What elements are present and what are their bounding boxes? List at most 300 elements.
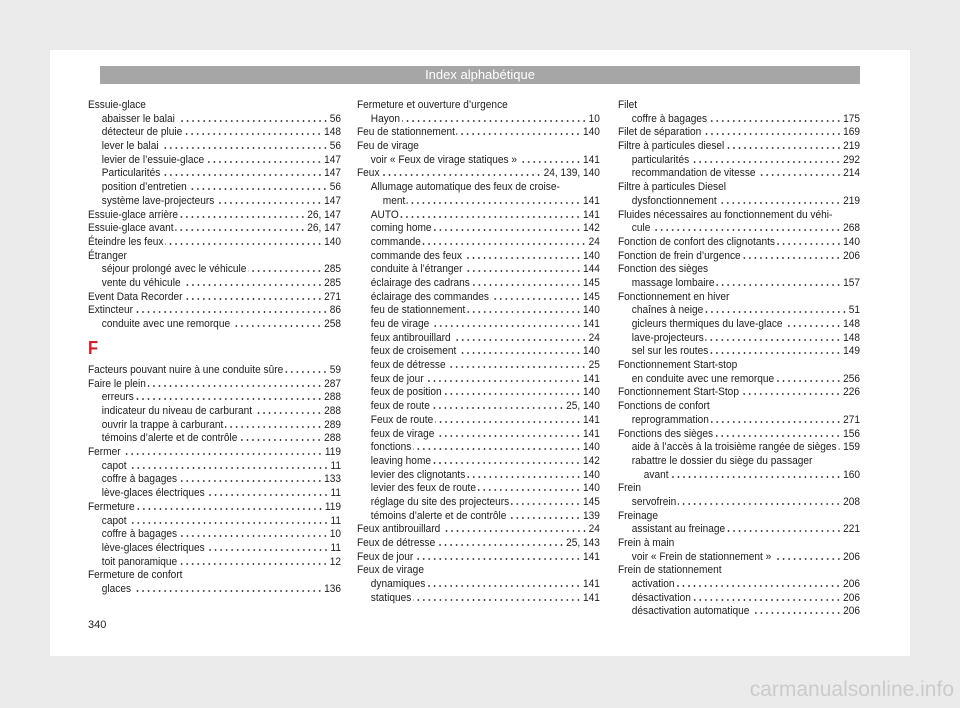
- page-title: Index alphabétique: [425, 67, 535, 82]
- index-subentry: [618, 551, 860, 565]
- dot-leader: [184, 133, 322, 135]
- entry-label: Feux de détresse: [357, 537, 436, 549]
- index-subentry: [88, 140, 341, 154]
- index-subentry-line: [357, 181, 600, 195]
- index-subentry: [357, 209, 600, 223]
- entry-label: Fluides nécessaires au fonctionnement du véhi-: [618, 208, 833, 221]
- dot-leader: [436, 435, 581, 437]
- index-subentry: [88, 167, 341, 181]
- dot-leader: [128, 467, 328, 469]
- index-entry: [88, 501, 341, 515]
- index-subentry: [357, 592, 600, 606]
- index-entry: [618, 386, 860, 400]
- dot-leader: [402, 120, 587, 122]
- index-subentry: [88, 528, 341, 542]
- dot-leader: [757, 174, 841, 176]
- entry-label: Fonction des sièges: [618, 263, 709, 276]
- index-subentry: [357, 277, 600, 291]
- entry-label: vente du véhicule: [101, 276, 181, 289]
- dot-leader: [413, 448, 581, 450]
- index-entry: [88, 291, 341, 305]
- entry-label: témoins d’alerte et de contrôle: [370, 509, 507, 522]
- page-reference: 145: [582, 290, 600, 303]
- dot-leader: [691, 161, 841, 163]
- index-subentry: [88, 318, 341, 332]
- index-column-3: [618, 99, 860, 619]
- entry-label: Fermeture: [88, 500, 135, 513]
- page-reference: 169: [843, 126, 860, 139]
- index-subentry: [88, 583, 341, 597]
- dot-leader: [710, 352, 841, 354]
- index-subentry: [618, 332, 860, 346]
- index-subentry: [357, 263, 600, 277]
- dot-leader: [135, 311, 328, 313]
- entry-label: Fonctionnement Start-Stop: [618, 386, 739, 399]
- page-reference: 26, 147: [307, 222, 341, 235]
- dot-leader: [716, 284, 841, 286]
- entry-label: voir « Frein de stationnement »: [631, 550, 772, 563]
- page-reference: 206: [843, 578, 860, 591]
- entry-label: Event Data Recorder: [88, 290, 183, 303]
- index-subentry: [357, 386, 600, 400]
- index-entry: [618, 482, 860, 496]
- index-subentry: [88, 277, 341, 291]
- index-subentry: [618, 414, 860, 428]
- index-subentry: [357, 113, 600, 127]
- dot-leader: [784, 325, 841, 327]
- page-reference: 140: [582, 126, 600, 139]
- index-subentry: [357, 291, 600, 305]
- page-reference: 26, 147: [307, 208, 341, 221]
- entry-label: feu de virage: [370, 318, 430, 330]
- entry-label: levier des feux de route: [370, 482, 477, 495]
- index-subentry-line: [357, 195, 600, 209]
- index-subentry: [618, 345, 860, 359]
- entry-label: feux antibrouillard: [370, 331, 451, 344]
- dot-leader: [447, 366, 586, 368]
- page-reference: 141: [582, 153, 600, 166]
- page-reference: 141: [582, 413, 600, 426]
- page-reference: 140: [843, 235, 860, 248]
- entry-label: feux de virage: [370, 427, 435, 440]
- entry-label: Particularités: [101, 167, 161, 180]
- index-entry-line: [618, 222, 860, 236]
- index-subentry: [88, 181, 341, 195]
- dot-leader: [472, 284, 581, 286]
- entry-label: avant: [643, 468, 669, 481]
- dot-leader: [678, 503, 841, 505]
- index-entry: [88, 304, 341, 318]
- dot-leader: [478, 489, 581, 491]
- index-entry: [88, 378, 341, 392]
- page-reference: 142: [582, 222, 600, 235]
- dot-leader: [427, 585, 581, 587]
- page-reference: 289: [324, 418, 341, 431]
- index-entry: [357, 99, 600, 113]
- dot-leader: [432, 407, 565, 409]
- page-reference: 292: [843, 153, 860, 166]
- page-reference: 219: [843, 140, 860, 153]
- page-reference: 25, 140: [566, 400, 600, 413]
- page-reference: 133: [324, 473, 341, 486]
- page-reference: 258: [324, 318, 341, 330]
- entry-label: position d’entretien: [101, 181, 187, 194]
- entry-label: feu de stationnement: [370, 304, 466, 317]
- index-subentry: [618, 167, 860, 181]
- dot-leader: [401, 216, 582, 218]
- dot-leader: [703, 133, 841, 135]
- page-reference: 256: [843, 372, 860, 385]
- index-subentry: [357, 332, 600, 346]
- entry-label: Feux: [357, 167, 380, 180]
- page-reference: 56: [329, 112, 341, 125]
- dot-leader: [239, 439, 322, 441]
- page-reference: 208: [843, 495, 860, 508]
- entry-label: lave-projecteurs: [631, 331, 704, 344]
- page-reference: 159: [843, 441, 860, 454]
- header-bar: [100, 66, 860, 84]
- dot-leader: [715, 435, 841, 437]
- index-entry: [618, 181, 860, 195]
- page-reference: 56: [329, 140, 341, 153]
- page-reference: 141: [582, 578, 600, 591]
- dot-leader: [423, 243, 587, 245]
- index-column-2: [357, 99, 600, 605]
- page-reference: 288: [324, 432, 341, 445]
- page-reference: 285: [324, 263, 341, 276]
- index-entry: [618, 236, 860, 250]
- entry-label: Fonction de confort des clignotants: [618, 235, 775, 248]
- index-subentry: [357, 496, 600, 510]
- dot-leader: [207, 549, 329, 551]
- page-reference: 140: [582, 441, 600, 454]
- entry-label: dynamiques: [370, 578, 426, 591]
- index-entry: [618, 99, 860, 113]
- index-subentry: [357, 469, 600, 483]
- dot-leader: [122, 453, 323, 455]
- index-subentry: [618, 373, 860, 387]
- index-section-letter: F: [88, 337, 99, 358]
- page-reference: 206: [843, 550, 860, 563]
- entry-label: statiques: [370, 591, 412, 604]
- index-entry: [357, 564, 600, 578]
- dot-leader: [444, 393, 582, 395]
- entry-label: Éteindre les feux: [88, 235, 164, 248]
- dot-leader: [216, 202, 322, 204]
- index-subentry: [357, 482, 600, 496]
- dot-leader: [179, 563, 328, 565]
- entry-label: en conduite avec une remorque: [631, 372, 775, 385]
- dot-leader: [777, 243, 841, 245]
- index-subentry: [357, 154, 600, 168]
- dot-leader: [426, 380, 582, 382]
- index-subentry: [88, 487, 341, 501]
- entry-label: Filet de séparation: [618, 126, 702, 139]
- dot-leader: [670, 476, 841, 478]
- dot-leader: [652, 229, 841, 231]
- index-entry: [357, 537, 600, 551]
- index-entry-line: [618, 209, 860, 223]
- index-subentry: [357, 222, 600, 236]
- index-entry: [88, 236, 341, 250]
- index-subentry: [357, 359, 600, 373]
- entry-label: commande des feux: [370, 249, 462, 262]
- entry-label: rabattre le dossier du siège du passager: [631, 454, 813, 467]
- entry-label: aide à l’accès à la troisième rangée de sièges: [631, 441, 837, 454]
- entry-label: Feux de route: [370, 413, 434, 426]
- entry-label: conduite à l’étranger: [370, 263, 463, 276]
- page-reference: 141: [582, 372, 600, 385]
- dot-leader: [467, 476, 581, 478]
- entry-label: témoins d’alerte et de contrôle: [101, 432, 238, 445]
- dot-leader: [464, 270, 581, 272]
- index-subentry: [357, 373, 600, 387]
- entry-label: levier de l’essuie-glace: [101, 153, 205, 166]
- entry-label: conduite avec une remorque: [101, 318, 231, 330]
- index-subentry: [88, 419, 341, 433]
- page-reference: 24, 139, 140: [543, 167, 600, 180]
- index-subentry: [357, 578, 600, 592]
- page-reference: 56: [329, 181, 341, 194]
- index-subentry: [88, 473, 341, 487]
- page-reference: 25: [588, 359, 600, 372]
- page-reference: 149: [843, 345, 860, 358]
- page-reference: 219: [843, 194, 860, 207]
- page-reference: 59: [329, 363, 341, 376]
- entry-label: réglage du site des projecteurs: [370, 495, 510, 508]
- page-reference: 147: [324, 153, 341, 166]
- page-reference: 287: [324, 377, 341, 390]
- dot-leader: [206, 161, 322, 163]
- entry-label: Feux de jour: [357, 550, 414, 563]
- page-reference: 271: [843, 413, 860, 426]
- entry-label: levier des clignotants: [370, 468, 466, 481]
- index-subentry: [357, 441, 600, 455]
- entry-label: capot: [101, 459, 127, 472]
- page-reference: 288: [324, 391, 341, 404]
- page-reference: 140: [582, 304, 600, 317]
- entry-label: recommandation de vitesse: [631, 167, 756, 180]
- page-reference: 11: [330, 541, 341, 554]
- index-subentry: [88, 460, 341, 474]
- page-reference: 141: [582, 591, 600, 604]
- page-reference: 11: [330, 514, 341, 527]
- page-reference: 214: [843, 167, 860, 180]
- entry-label: ouvrir la trappe à carburant: [101, 418, 224, 431]
- page-reference: 285: [324, 276, 341, 289]
- page-reference: 25, 143: [566, 537, 600, 549]
- index-entry: [88, 569, 341, 583]
- entry-label: Feu de stationnement: [357, 126, 455, 139]
- dot-leader: [727, 530, 841, 532]
- entry-label: commande: [370, 235, 421, 248]
- entry-label: feux de détresse: [370, 359, 446, 372]
- dot-leader: [719, 202, 842, 204]
- dot-leader: [160, 147, 327, 149]
- entry-label: reprogrammation: [631, 413, 709, 426]
- index-subentry: [88, 432, 341, 446]
- entry-label: Essuie-glace arrière: [88, 208, 179, 221]
- page-reference: 141: [582, 208, 600, 221]
- dot-leader: [180, 216, 306, 218]
- page-reference: 145: [582, 495, 600, 508]
- entry-label: désactivation automatique: [631, 605, 750, 618]
- dot-leader: [184, 298, 322, 300]
- entry-label: ment: [382, 194, 406, 207]
- index-subentry: [357, 414, 600, 428]
- entry-label: lève-glaces électriques: [101, 487, 205, 500]
- page-reference: 141: [582, 194, 600, 207]
- dot-leader: [179, 535, 328, 537]
- index-subentry: [357, 400, 600, 414]
- dot-leader: [726, 147, 841, 149]
- entry-label: Fermer: [88, 446, 121, 459]
- index-subentry: [88, 195, 341, 209]
- index-column-1: [88, 99, 341, 597]
- index-subentry: [357, 428, 600, 442]
- entry-label: toit panoramique: [101, 555, 178, 568]
- page-reference: 175: [843, 112, 860, 125]
- entry-label: abaisser le balai: [101, 112, 175, 125]
- index-subentry: [88, 556, 341, 570]
- dot-leader: [381, 174, 541, 176]
- dot-leader: [519, 161, 581, 163]
- dot-leader: [225, 426, 322, 428]
- entry-label: Frein: [618, 482, 642, 495]
- page-reference: 288: [324, 405, 341, 418]
- entry-label: cule: [631, 222, 651, 235]
- dot-leader: [711, 421, 842, 423]
- entry-label: détecteur de pluie: [101, 126, 183, 139]
- index-subentry: [618, 441, 860, 455]
- entry-label: Fonctions des sièges: [618, 427, 714, 440]
- index-subentry: [357, 250, 600, 264]
- entry-label: glaces: [101, 582, 132, 595]
- page-reference: 11: [330, 487, 341, 500]
- index-entry: [618, 263, 860, 277]
- watermark: carmanualsonline.info: [749, 678, 954, 701]
- dot-leader: [437, 544, 564, 546]
- page-reference: 142: [582, 454, 600, 467]
- index-subentry: [88, 515, 341, 529]
- entry-label: feux de position: [370, 386, 442, 399]
- dot-leader: [742, 257, 841, 259]
- dot-leader: [177, 120, 328, 122]
- dot-leader: [709, 120, 841, 122]
- page-reference: 148: [843, 318, 860, 330]
- index-subentry: [357, 304, 600, 318]
- entry-label: Hayon: [370, 112, 401, 125]
- entry-label: leaving home: [370, 454, 432, 467]
- entry-label: Frein à main: [618, 537, 675, 549]
- index-entry: [357, 126, 600, 140]
- entry-label: éclairage des cadrans: [370, 276, 470, 289]
- page-reference: 140: [582, 345, 600, 358]
- dot-leader: [741, 393, 841, 395]
- page-reference: 206: [843, 591, 860, 604]
- dot-leader: [457, 133, 581, 135]
- page-reference: 12: [329, 555, 341, 568]
- dot-leader: [179, 480, 322, 482]
- page-reference: 141: [582, 550, 600, 563]
- dot-leader: [136, 398, 323, 400]
- index-entry: [88, 99, 341, 113]
- page-reference: 141: [582, 427, 600, 440]
- dot-leader: [442, 530, 587, 532]
- entry-label: fonctions: [370, 441, 412, 454]
- entry-label: Freinage: [618, 509, 658, 522]
- index-subentry: [618, 455, 860, 482]
- entry-label: massage lombaire: [631, 276, 715, 289]
- index-entry: [357, 140, 600, 154]
- index-entry: [618, 126, 860, 140]
- index-entry: [618, 537, 860, 551]
- dot-leader: [773, 558, 841, 560]
- index-subentry: [618, 318, 860, 332]
- dot-leader: [458, 352, 581, 354]
- page-reference: 148: [843, 331, 860, 344]
- entry-label: gicleurs thermiques du lave-glace: [631, 318, 783, 330]
- page-reference: 11: [330, 459, 341, 472]
- index-subentry: [357, 510, 600, 524]
- page-reference: 271: [324, 290, 341, 303]
- dot-leader: [189, 188, 328, 190]
- index-subentry: [618, 523, 860, 537]
- dot-leader: [467, 311, 581, 313]
- index-subentry: [618, 277, 860, 291]
- entry-label: Filtre à particules diesel: [618, 140, 725, 153]
- page-number: 340: [88, 619, 107, 631]
- index-subentry: [357, 455, 600, 469]
- entry-label: coffre à bagages: [101, 473, 178, 486]
- page-reference: 140: [324, 235, 341, 248]
- index-entry: [618, 564, 860, 578]
- page-reference: 206: [843, 605, 860, 618]
- dot-leader: [453, 339, 587, 341]
- entry-label: Feux antibrouillard: [357, 523, 441, 536]
- index-subentry: [357, 318, 600, 332]
- dot-leader: [254, 412, 322, 414]
- dot-leader: [162, 174, 322, 176]
- entry-label: lève-glaces électriques: [101, 541, 205, 554]
- index-subentry: [357, 181, 600, 208]
- entry-label: coming home: [370, 222, 432, 235]
- page-reference: 136: [324, 582, 341, 595]
- dot-leader: [705, 311, 847, 313]
- index-entry: [618, 291, 860, 305]
- index-subentry: [357, 236, 600, 250]
- page-reference: 226: [843, 386, 860, 399]
- page-reference: 144: [582, 263, 600, 276]
- index-entry: [618, 359, 860, 373]
- index-entry: [357, 551, 600, 565]
- page-reference: 119: [324, 446, 341, 459]
- entry-label: feux de jour: [370, 372, 424, 385]
- index-entry: [618, 209, 860, 236]
- dot-leader: [128, 522, 328, 524]
- entry-label: Fonctionnement en hiver: [618, 290, 730, 303]
- entry-label: assistant au freinage: [631, 523, 726, 536]
- page-reference: 156: [843, 427, 860, 440]
- index-entry: [357, 167, 600, 181]
- dot-leader: [232, 325, 322, 327]
- index-subentry: [618, 195, 860, 209]
- index-entry: [357, 523, 600, 537]
- dot-leader: [838, 448, 841, 450]
- entry-label: Fermeture de confort: [88, 569, 183, 582]
- page-reference: 147: [324, 194, 341, 207]
- page-reference: 140: [582, 249, 600, 262]
